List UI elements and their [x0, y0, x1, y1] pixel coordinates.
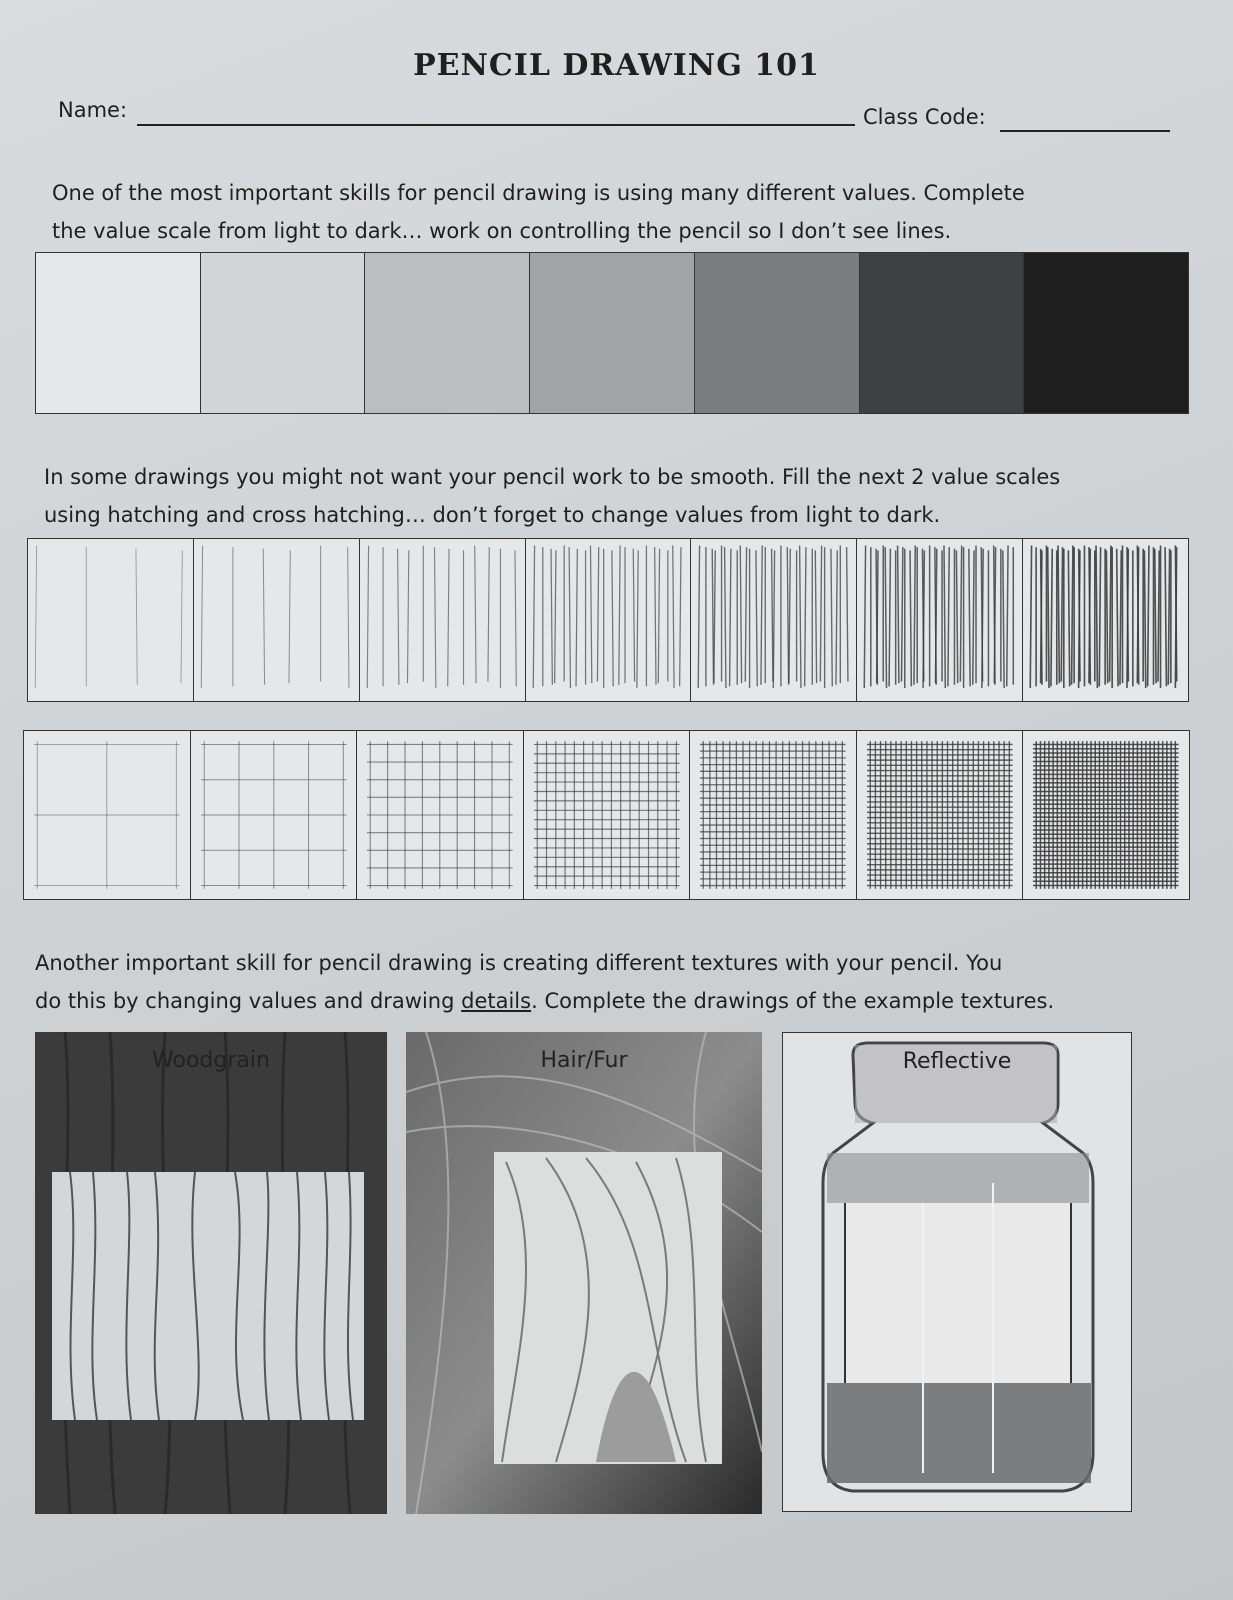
crosshatching-scale	[23, 730, 1190, 900]
hatching-cell	[360, 539, 526, 701]
name-field[interactable]	[137, 124, 855, 126]
woodgrain-texture	[35, 1032, 387, 1514]
woodgrain-photo	[35, 1032, 387, 1514]
crosshatching-cell	[857, 731, 1024, 899]
hatching-cell	[194, 539, 360, 701]
hatching-cell	[1023, 539, 1188, 701]
details-word: details	[461, 989, 532, 1013]
value-scale-cell	[530, 253, 695, 413]
instruction-line: One of the most important skills for pencil drawing is using many different values. Complete	[52, 181, 1025, 205]
name-label: Name:	[58, 98, 128, 122]
hatching-scale	[27, 538, 1189, 702]
value-scale-cell	[365, 253, 530, 413]
crosshatching-cell	[1023, 731, 1189, 899]
value-scale-cell	[1024, 253, 1188, 413]
instruction-line: the value scale from light to dark… work on controlling the pencil so I don’t see lines.	[52, 219, 952, 243]
instruction-line: using hatching and cross hatching… don’t forget to change values from light to dark.	[44, 503, 941, 527]
texture-instructions	[35, 944, 1054, 1020]
hatching-instructions	[44, 458, 1060, 534]
hatching-cell	[526, 539, 692, 701]
instruction-text: do this by changing values and drawing	[35, 989, 462, 1013]
hatching-cell	[691, 539, 857, 701]
hair-fur-photo	[406, 1032, 762, 1514]
woodgrain-label: Woodgrain	[152, 1048, 270, 1073]
glass-jar-photo	[783, 1033, 1131, 1511]
page-title: PENCIL DRAWING 101	[413, 48, 820, 83]
crosshatching-cell	[24, 731, 191, 899]
instruction-text: . Complete the drawings of the example textures.	[531, 989, 1055, 1013]
crosshatching-cell	[357, 731, 524, 899]
crosshatching-cell	[524, 731, 691, 899]
crosshatching-cell	[690, 731, 857, 899]
value-scale-cell	[201, 253, 366, 413]
value-scale-instructions	[52, 174, 1025, 250]
instruction-line	[35, 982, 1054, 1020]
value-scale-cell	[36, 253, 201, 413]
reflective-texture	[782, 1032, 1132, 1512]
hatching-cell	[28, 539, 194, 701]
value-scale-cell	[860, 253, 1025, 413]
crosshatching-cell	[191, 731, 358, 899]
hair-fur-texture	[406, 1032, 762, 1514]
class-code-label: Class Code:	[863, 105, 986, 129]
instruction-line: Another important skill for pencil drawing is creating different textures with your pencil. You	[35, 951, 1003, 975]
reflective-label: Reflective	[902, 1049, 1012, 1074]
class-code-field[interactable]	[1000, 130, 1170, 132]
value-scale	[35, 252, 1189, 414]
hair-fur-label: Hair/Fur	[540, 1048, 628, 1073]
hatching-cell	[857, 539, 1023, 701]
instruction-line: In some drawings you might not want your pencil work to be smooth. Fill the next 2 value scales	[44, 465, 1061, 489]
value-scale-cell	[695, 253, 860, 413]
